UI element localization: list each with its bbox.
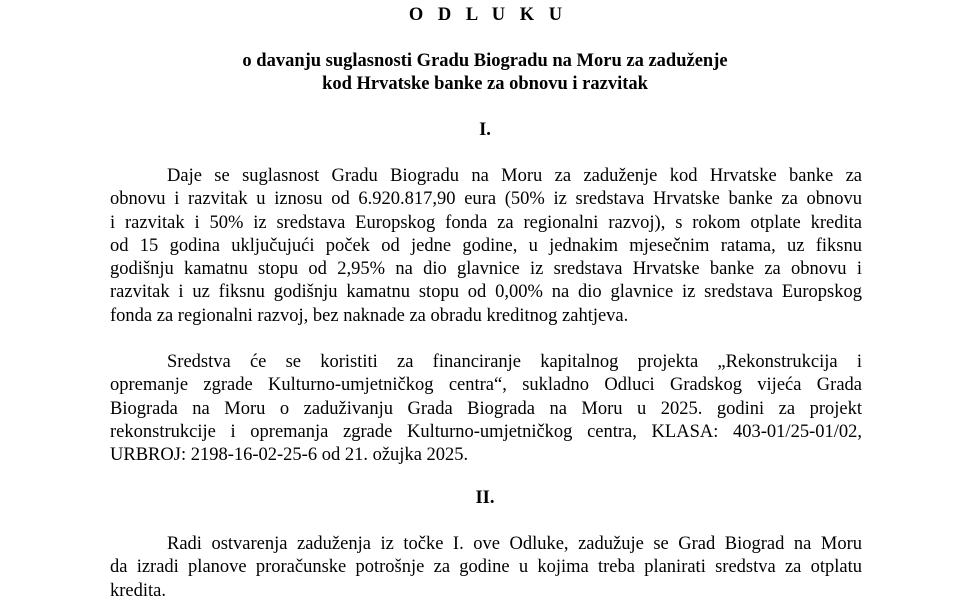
paragraph-line: Biograda na Moru o zaduživanju Grada Biograda na Moru u 2025. godini za projekt: [110, 398, 862, 419]
paragraph-line: URBROJ: 2198-16-02-25-6 od 21. ožujka 2025.: [110, 445, 469, 466]
document-title: O D L U K U: [408, 5, 568, 25]
paragraph-line: Daje se suglasnost Gradu Biogradu na Moru za zaduženje kod Hrvatske banke za: [167, 166, 862, 186]
section-heading-ii: II.: [475, 488, 495, 508]
paragraph-line: godišnju kamatnu stopu od 2,95% na dio glavnice iz sredstava Hrvatske banke za obnovu i: [110, 259, 862, 280]
paragraph-line: i razvitak i 50% iz sredstava Europskog fonda za regionalni razvoj), s rokom otplate kredita: [110, 212, 862, 233]
paragraph-line: opremanje zgrade Kulturno-umjetničkog centra“, sukladno Odluci Gradskog vijeća Grada: [110, 375, 862, 396]
subtitle-line: kod Hrvatske banke za obnovu i razvitak: [322, 74, 648, 94]
document-subtitle: [0, 50, 970, 96]
paragraph-line: fonda za regionalni razvoj, bez naknade za obradu kreditnog zahtjeva.: [110, 305, 629, 326]
paragraph-line: rekonstrukcije i opremanja zgrade Kulturno-umjetničkog centra, KLASA: 403-01/25-01/02,: [110, 421, 862, 442]
subtitle-line: o davanju suglasnosti Gradu Biogradu na Moru za zaduženje: [242, 51, 728, 71]
paragraph-budget-plans: [110, 533, 862, 603]
paragraph-line: od 15 godina uključujući poček od jedne godine, u jednakim mjesečnim ratama, uz fiksnu: [110, 235, 862, 256]
paragraph-line: kredita.: [110, 580, 166, 601]
paragraph-line: Sredstva će se koristiti za financiranje kapitalnog projekta „Rekonstrukcija i: [167, 352, 862, 372]
paragraph-line: razvitak i uz fiksnu godišnju kamatnu stopu od 0,00% na dio glavnice iz sredstava Europskog: [110, 282, 862, 303]
paragraph-line: obnovu i razvitak u iznosu od 6.920.817,90 eura (50% iz sredstava Hrvatske banke za obnovu: [110, 189, 862, 210]
paragraph-approval: [110, 165, 862, 328]
paragraph-line: da izradi planove proračunske potrošnje za godine u kojima treba planirati sredstva za otplatu: [110, 557, 862, 578]
section-heading-i: I.: [479, 120, 491, 140]
paragraph-line: Radi ostvarenja zaduženja iz točke I. ove Odluke, zadužuje se Grad Biograd na Moru: [167, 534, 862, 554]
paragraph-funds-usage: [110, 351, 862, 467]
